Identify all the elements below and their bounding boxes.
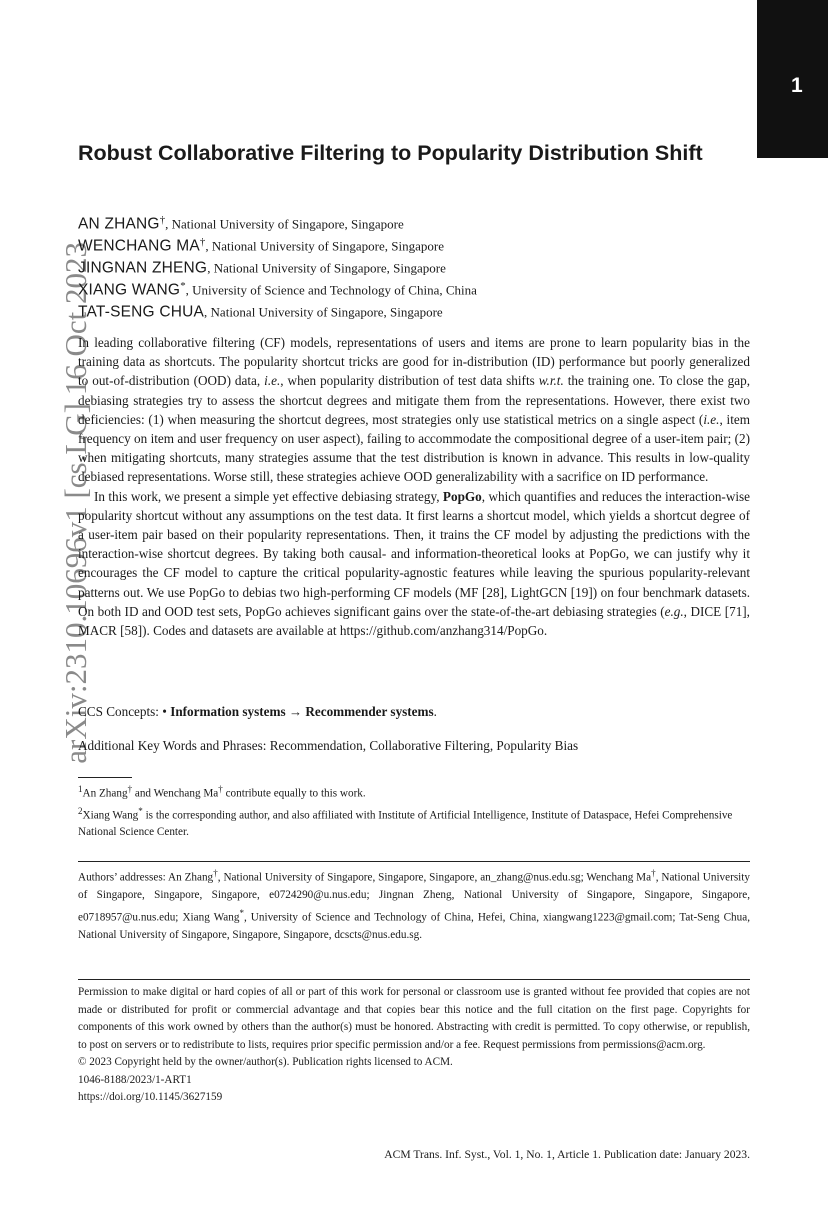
- abstract-text: In leading collaborative filtering (CF) models, representations of users and items are prone to learn popularity bias in the training data as shortcuts. The popularity shortcut tricks are good for in-distribution (ID) performance but poorly generalized to out-of-distribution (OOD) data,: [78, 335, 750, 389]
- author-affiliation: , National University of Singapore, Singapore: [207, 260, 446, 276]
- code-repository-link[interactable]: https://github.com/anzhang314/PopGo: [339, 623, 544, 639]
- abstract-text: In this work, we present a simple yet effective debiasing strategy,: [94, 488, 443, 504]
- footnote-2: [78, 803, 750, 842]
- paper-title: Robust Collaborative Filtering to Popularity Distribution Shift: [78, 141, 703, 165]
- author-line: [78, 297, 750, 319]
- footnote-text: is the corresponding author, and also affiliated with Institute of Artificial Intelligence, Institute of Dataspace, Hefei Comprehensive National Science Center.: [78, 809, 733, 839]
- ccs-concepts: [78, 702, 750, 721]
- footnotes: [78, 781, 750, 841]
- ccs-end: .: [433, 704, 437, 719]
- address-text: Authors’ addresses: An Zhang: [78, 871, 214, 884]
- footnote-text: contribute equally to this work.: [222, 787, 366, 800]
- footnote-number: 1: [78, 784, 83, 794]
- author-list: [78, 209, 750, 319]
- author-name: WENCHANG MA: [78, 237, 200, 255]
- method-name: PopGo: [442, 488, 482, 504]
- abstract-text: , DICE [71], MACR [58]). Codes and datasets are available at: [78, 603, 750, 639]
- author-name: TAT-SENG CHUA: [78, 303, 205, 321]
- footnote-mark: †: [127, 784, 133, 794]
- abstract-italic: i.e.: [703, 411, 720, 427]
- article-number-tab: [757, 0, 828, 158]
- address-divider: [78, 861, 750, 862]
- abstract-italic: i.e.: [264, 373, 281, 389]
- issn-line: 1046-8188/2023/1-ART1: [78, 1073, 192, 1086]
- copyright-line: © 2023 Copyright held by the owner/author(s). Publication rights licensed to ACM.: [78, 1056, 453, 1068]
- footnote-number: 2: [78, 805, 83, 816]
- abstract-italic: e.g.: [664, 603, 684, 619]
- author-mark: †: [159, 214, 166, 226]
- author-name: XIANG WANG: [78, 281, 181, 299]
- article-number: 1: [791, 74, 803, 97]
- abstract: [78, 333, 750, 640]
- permission-notice: [78, 984, 750, 1107]
- author-line: [78, 253, 750, 275]
- abstract-text: , which quantifies and reduces the interaction-wise popularity shortcut without any assumptions on the test data. It first learns a shortcut model, which yields a shortcut degree of a user-item pair based on their popularity representations. Then, it trains the CF model by adjusting the predictions with the interaction-wise shortcut degrees. By taking both causal- and information-theoretical looks at PopGo, we can justify why it encourages the CF model to capture the critical popularity-agnostic features while leaving the spurious popularity-relevant patterns out. We use PopGo to debias two high-performing CF models (MF [28], LightGCN [19]) on four benchmark datasets. On both ID and OOD test sets, PopGo achieves significant gains over the state-of-the-art debiasing strategies (: [78, 488, 751, 619]
- author-affiliation: , National University of Singapore, Singapore: [165, 216, 404, 232]
- arxiv-identifier: arXiv:2310.10696v1 [cs.LG] 16 Oct 2023: [58, 242, 93, 764]
- author-line: [78, 231, 750, 253]
- abstract-text: , item frequency on item and user frequency on user aspect), failing to accommodate the compositional degree of a user-item pair; (2) when mitigating shortcuts, many strategies assume that the test distribution is known in advance. This results in low-quality debiased representations. Worse still, these strategies achieve OOD generalizability with a sacrifice on ID performance.: [78, 411, 750, 485]
- address-text: , University of Science and Technology of China, Hefei, China, xiangwang1223@gmail.com; Tat-Seng Chua, National University of Singapore, Singapore, Singapore, dcscts@nus.edu.sg.: [78, 911, 750, 941]
- abstract-text: .: [543, 623, 548, 639]
- abstract-italic: w.r.t.: [538, 373, 564, 389]
- address-mark: †: [213, 868, 218, 878]
- abstract-paragraph: [78, 333, 750, 487]
- abstract-text: the training one. To close the gap, debiasing strategies try to assess the shortcut degrees and mitigate them from the representations. However, there exist two deficiencies: (1) when measuring the shortcut degrees, most strategies only use statistical metrics on a single aspect (: [78, 373, 750, 427]
- author-mark: *: [180, 280, 186, 292]
- author-line: [78, 209, 750, 231]
- author-name: AN ZHANG: [78, 215, 160, 233]
- author-affiliation: , University of Science and Technology of China, China: [185, 282, 477, 298]
- address-text: , National University of Singapore, Singapore, Singapore, e0724290@u.nus.edu; Jingnan Zheng, National University of Singapore, Singapore, Singapore, e0718957@u.nus.edu; Xiang Wang: [78, 871, 750, 924]
- address-mark: *: [239, 907, 244, 918]
- address-text: , National University of Singapore, Singapore, Singapore, an_zhang@nus.edu.sg; Wenchang Ma: [217, 871, 652, 884]
- author-line: [78, 275, 750, 297]
- footnote-text: and Wenchang Ma: [132, 787, 219, 800]
- author-affiliation: , National University of Singapore, Singapore: [204, 304, 443, 320]
- footnote-mark: †: [218, 784, 223, 794]
- page-footer: ACM Trans. Inf. Syst., Vol. 1, No. 1, Article 1. Publication date: January 2023.: [384, 1148, 750, 1161]
- permission-divider: [78, 979, 750, 980]
- address-mark: †: [651, 868, 656, 878]
- footnote-text: Xiang Wang: [82, 809, 139, 822]
- doi-link[interactable]: https://doi.org/10.1145/3627159: [78, 1091, 223, 1103]
- ccs-label: CCS Concepts: •: [78, 704, 171, 719]
- keywords: Additional Key Words and Phrases: Recommendation, Collaborative Filtering, Popularity Bias: [78, 738, 579, 753]
- author-name: JINGNAN ZHENG: [78, 259, 208, 277]
- abstract-text: , when popularity distribution of test data shifts: [280, 373, 539, 389]
- permission-text: Permission to make digital or hard copies of all or part of this work for personal or classroom use is granted without fee provided that copies are not made or distributed for profit or commercial advantage and that copies bear this notice and the full citation on the first page. Copyrights for components of this work owned by others than the author(s) must be honored. Abstracting with credit is permitted. To copy otherwise, or republish, to post on servers or to redistribute to lists, requires prior specific permission and/or a fee. Request permissions from permissions@acm.org.: [78, 986, 750, 1051]
- abstract-paragraph: [78, 487, 750, 641]
- footnote-mark: *: [138, 805, 143, 816]
- footnote-text: An Zhang: [82, 787, 128, 800]
- author-mark: †: [199, 236, 206, 248]
- footnote-1: [78, 781, 750, 803]
- footnote-divider: [78, 777, 132, 778]
- author-affiliation: , National University of Singapore, Singapore: [205, 238, 444, 254]
- ccs-concept: Information systems → Recommender systems: [170, 704, 434, 719]
- author-addresses: [78, 865, 750, 944]
